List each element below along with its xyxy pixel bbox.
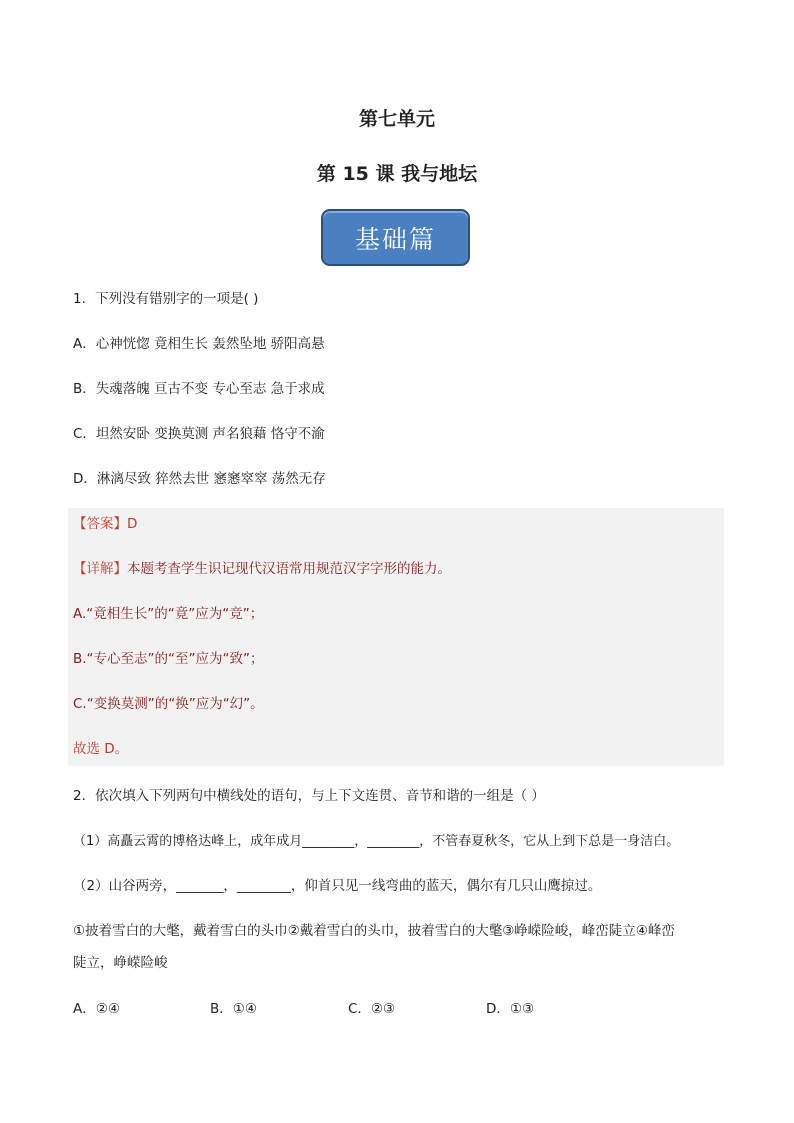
answer-note-a: A.“竟相生长”的“竟”应为“竞”；: [73, 606, 264, 622]
question-2-choices: ①披着雪白的大氅，戴着雪白的头巾②戴着雪白的头巾，披着雪白的大氅③峥嵘险峻，峰峦陡立④峰峦: [73, 923, 675, 939]
question-2-option-d: D．①③: [486, 1001, 535, 1017]
question-1-option-a: A．心神恍惚 竟相生长 轰然坠地 骄阳高悬: [73, 336, 325, 352]
question-1-option-d: D．淋漓尽致 猝然去世 窸窸窣窣 荡然无存: [73, 471, 326, 487]
answer-box: [68, 508, 724, 766]
badge-label: 基础篇: [354, 224, 436, 254]
question-2-choices-cont: 陡立，峥嵘险峻: [73, 955, 168, 971]
lesson-title: 第 15 课 我与地坛: [316, 163, 478, 185]
section-badge: [321, 209, 470, 266]
answer-line: [73, 514, 137, 534]
detail-text: 本题考查学生识记现代汉语常用规范汉字字形的能力。: [127, 561, 451, 577]
answer-note-b: B.“专心至志”的“至”应为“致”；: [73, 651, 264, 667]
question-2-option-b: B．①④: [210, 1001, 257, 1017]
answer-label: 【答案】: [73, 516, 127, 532]
answer-value: D: [127, 516, 138, 532]
question-1-stem: 1．下列没有错别字的一项是( ): [73, 291, 259, 307]
detail-label: 【详解】: [73, 561, 127, 577]
question-2-sentence-2: （2）山谷两旁，_______，________，仰首只见一线弯曲的蓝天，偶尔有几只山鹰掠过。: [73, 878, 602, 894]
answer-note-c: C.“变换莫测”的“换”应为“幻”。: [73, 696, 264, 712]
question-2-sentence-1: （1）高矗云霄的博格达峰上，成年成月________，________，不管春夏秋冬，它从上到下总是一身洁白。: [73, 834, 680, 849]
unit-title: 第七单元: [358, 108, 435, 130]
question-2-option-c: C．②③: [348, 1001, 396, 1017]
question-2-option-a: A．②④: [73, 1001, 120, 1017]
question-2-stem: 2．依次填入下列两句中横线处的语句，与上下文连贯、音节和谐的一组是（ ）: [73, 788, 545, 804]
question-1-option-c: C．坦然安卧 变换莫测 声名狼藉 恪守不渝: [73, 426, 325, 442]
question-1-option-b: B．失魂落魄 亘古不变 专心至志 急于求成: [73, 381, 325, 397]
detail-line: [73, 559, 451, 579]
answer-conclusion: 故选 D。: [73, 741, 129, 757]
